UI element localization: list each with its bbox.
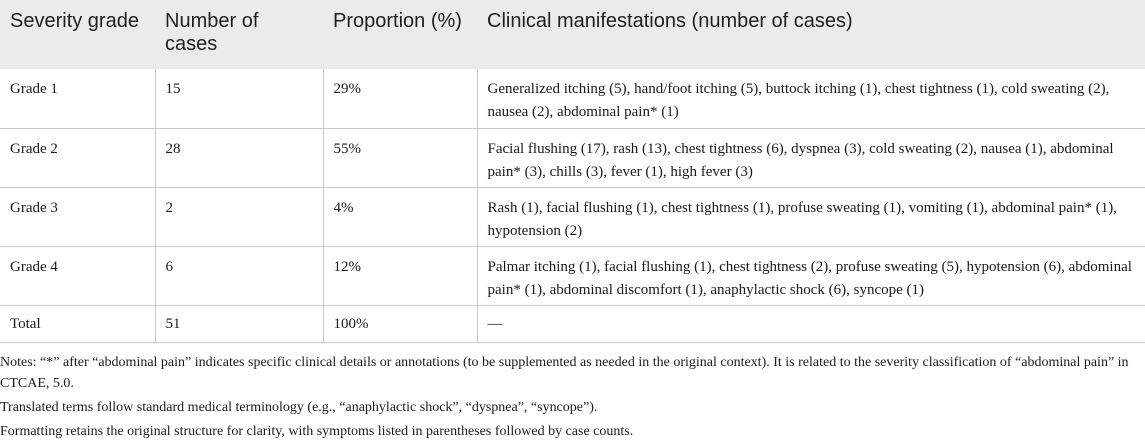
cell-proportion: 29% [323,69,477,128]
table-body [0,69,1145,342]
cell-manifestations: Generalized itching (5), hand/foot itching (5), buttock itching (1), chest tightness (1), cold sweating (2), nausea (2), abdominal pain* (1) [477,69,1145,128]
cell-cases: 15 [155,69,323,128]
cell-grade: Total [0,305,155,342]
header-proportion: Proportion (%) [333,10,462,32]
cell-manifestations: Facial flushing (17), rash (13), chest tightness (6), dyspnea (3), cold sweating (2), nausea (1), abdominal pain* (3), chills (3), fever (1), high fever (3) [477,128,1145,187]
cell-manifestations: Rash (1), facial flushing (1), chest tightness (1), profuse sweating (1), vomiting (1), abdominal pain* (1), hypotension (2) [477,187,1145,246]
cell-proportion: 100% [323,305,477,342]
header-row [0,0,1145,69]
cell-proportion: 55% [323,128,477,187]
table-row-grade-1 [0,69,1145,128]
note-abdominal-pain: Notes: “*” after “abdominal pain” indicates specific clinical details or annotations (to be supplemented as needed in the original context). It is related to the severity classification of “abdominal pain” in CTCAE, 5.0. [0,355,1129,391]
cell-manifestations: Palmar itching (1), facial flushing (1), chest tightness (2), profuse sweating (5), hypotension (6), abdominal pain* (1), abdominal discomfort (1), anaphylactic shock (6), syncope (1) [477,246,1145,305]
cell-cases: 51 [155,305,323,342]
table-notes [0,352,1140,442]
table-row-grade-3 [0,187,1145,246]
cell-proportion: 12% [323,246,477,305]
header-severity-grade: Severity grade [10,10,139,32]
note-terminology: Translated terms follow standard medical terminology (e.g., “anaphylactic shock”, “dyspnea”, “syncope”). [0,400,598,415]
cell-grade: Grade 1 [0,69,155,128]
header-number-of-cases: Number of cases [165,10,259,55]
note-formatting: Formatting retains the original structure for clarity, with symptoms listed in parentheses followed by case counts. [0,424,634,439]
cell-cases: 28 [155,128,323,187]
cell-cases: 2 [155,187,323,246]
table-row-grade-4 [0,246,1145,305]
cell-grade: Grade 4 [0,246,155,305]
table-header [0,0,1145,69]
table-row-total [0,305,1145,342]
cell-proportion: 4% [323,187,477,246]
cell-manifestations: — [477,305,1145,342]
cell-grade: Grade 2 [0,128,155,187]
table-row-grade-2 [0,128,1145,187]
header-clinical-manifestations: Clinical manifestations (number of cases) [487,10,853,32]
cell-grade: Grade 3 [0,187,155,246]
cell-cases: 6 [155,246,323,305]
